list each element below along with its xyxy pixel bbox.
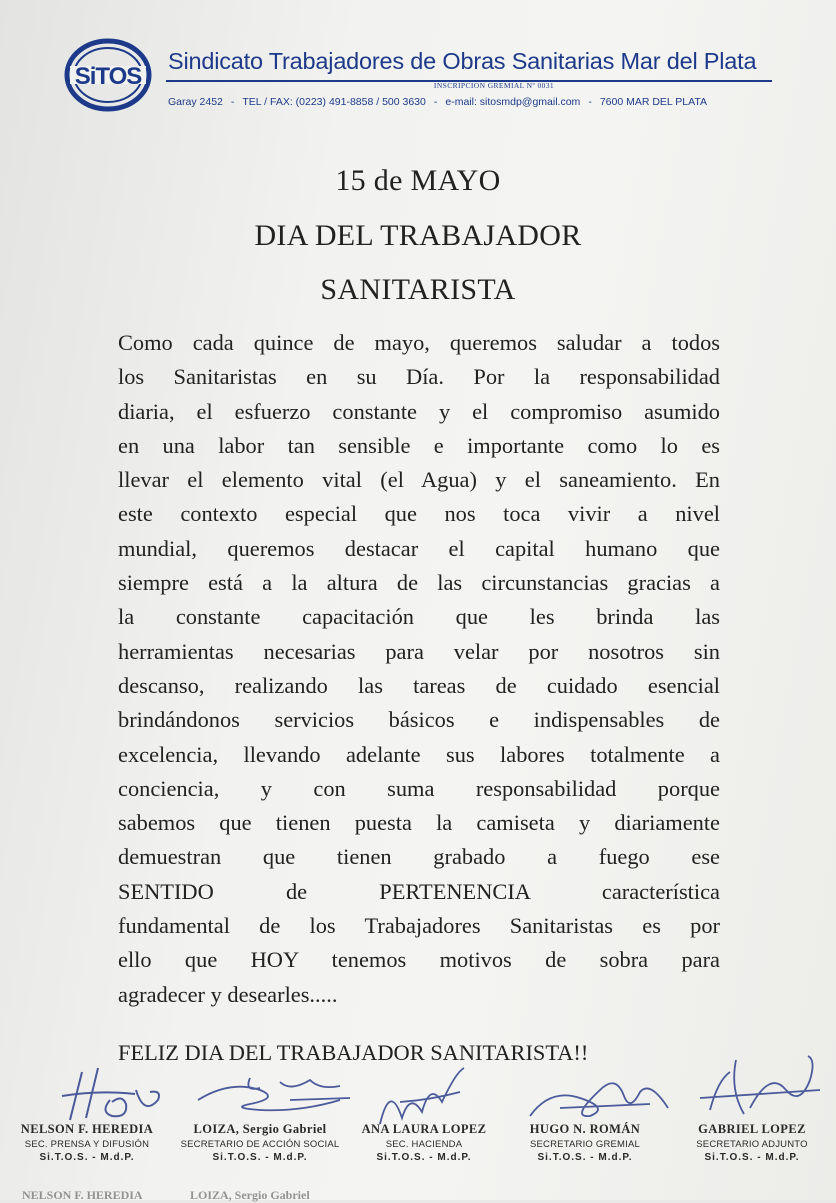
body-line: SENTIDO de PERTENENCIA característica [118, 878, 720, 904]
signer-org: Si.T.O.S. - M.d.P. [212, 1152, 308, 1163]
body-line: sabemos que tienen puesta la camiseta y diariamente [118, 810, 720, 836]
handwritten-signature-icon [190, 1070, 370, 1125]
signer-name: NELSON F. HEREDIA [20, 1122, 154, 1136]
title-line2: SANITARISTA [320, 273, 516, 306]
signer-name: LOIZA, Sergio Gabriel [193, 1122, 327, 1136]
signature-block [346, 1122, 502, 1163]
city: 7600 MAR DEL PLATA [599, 96, 707, 108]
signature-block [180, 1122, 340, 1163]
signer-name: ANA LAURA LOPEZ [361, 1122, 487, 1136]
body-line: los Sanitaristas en su Día. Por la responsabilidad [118, 364, 720, 390]
footer-repeat-name: NELSON F. HEREDIA [22, 1188, 143, 1202]
body-line: herramientas necesarias para velar por nosotros sin [118, 638, 720, 664]
signer-org: Si.T.O.S. - M.d.P. [376, 1152, 472, 1163]
signer-role: SEC. HACIENDA [385, 1139, 463, 1150]
signer-org: Si.T.O.S. - M.d.P. [537, 1152, 633, 1163]
body-line: fundamental de los Trabajadores Sanitaristas es por [118, 913, 720, 939]
inscripcion-gremial: INSCRIPCION GREMIAL Nº 0031 [433, 81, 555, 90]
title-line1: DIA DEL TRABAJADOR [254, 219, 582, 252]
body-line: brindándonos servicios básicos e indispensables de [118, 707, 720, 733]
body-line: la constante capacitación que les brinda las [118, 604, 720, 630]
letter-body [118, 326, 720, 1012]
body-line: este contexto especial que nos toca vivir a nivel [118, 501, 720, 527]
signer-role: SECRETARIO DE ACCIÓN SOCIAL [180, 1139, 340, 1150]
body-line: llevar el elemento vital (el Agua) y el saneamiento. En [118, 467, 720, 493]
contact-line [168, 96, 780, 108]
separator: - [433, 96, 438, 108]
signer-role: SEC. PRENSA Y DIFUSIÓN [24, 1139, 150, 1150]
body-line: conciencia, y con suma responsabilidad porque [118, 775, 720, 801]
signature-block [672, 1122, 832, 1163]
handwritten-signature-icon [40, 1060, 170, 1130]
body-line: siempre está a la altura de las circunstancias gracias a [118, 570, 720, 596]
signer-role: SECRETARIO GREMIAL [529, 1139, 641, 1150]
svg-text:SiTOS: SiTOS [74, 63, 142, 90]
handwritten-signature-icon [690, 1050, 830, 1120]
body-line: en una labor tan sensible e importante como lo es [118, 432, 720, 458]
title-date: 15 de MAYO [335, 164, 501, 197]
signature-block [510, 1122, 660, 1163]
body-line: ello que HOY tenemos motivos de sobra para [118, 947, 720, 973]
phone: TEL / FAX: (0223) 491-8858 / 500 3630 [242, 96, 426, 108]
signature-block [12, 1122, 162, 1163]
signer-name: GABRIEL LOPEZ [698, 1122, 806, 1136]
separator: - [230, 96, 235, 108]
body-line: diaria, el esfuerzo constante y el compromiso asumido [118, 398, 720, 424]
signer-org: Si.T.O.S. - M.d.P. [39, 1152, 135, 1163]
email: e-mail: sitosmdp@gmail.com [445, 96, 581, 108]
handwritten-signature-icon [520, 1068, 680, 1128]
signer-role: SECRETARIO ADJUNTO [696, 1139, 808, 1150]
body-line: Como cada quince de mayo, queremos saludar a todos [118, 330, 720, 355]
body-line: agradecer y desearles..... [118, 981, 338, 1007]
body-line: demuestran que tienen grabado a fuego ese [118, 844, 720, 870]
closing-greeting: FELIZ DIA DEL TRABAJADOR SANITARISTA!! [118, 1040, 589, 1065]
address: Garay 2452 [168, 96, 223, 108]
body-line: excelencia, llevando adelante sus labores totalmente a [118, 741, 720, 767]
sitos-logo-icon [64, 38, 152, 112]
org-name: Sindicato Trabajadores de Obras Sanitarias Mar del Plata [168, 48, 757, 74]
signer-org: Si.T.O.S. - M.d.P. [704, 1152, 800, 1163]
signer-name: HUGO N. ROMÁN [529, 1122, 641, 1136]
separator: - [588, 96, 592, 108]
body-line: mundial, queremos destacar el capital humano que [118, 535, 720, 561]
body-line: descanso, realizando las tareas de cuidado esencial [118, 672, 720, 698]
footer-repeat-name: LOIZA, Sergio Gabriel [190, 1188, 310, 1202]
